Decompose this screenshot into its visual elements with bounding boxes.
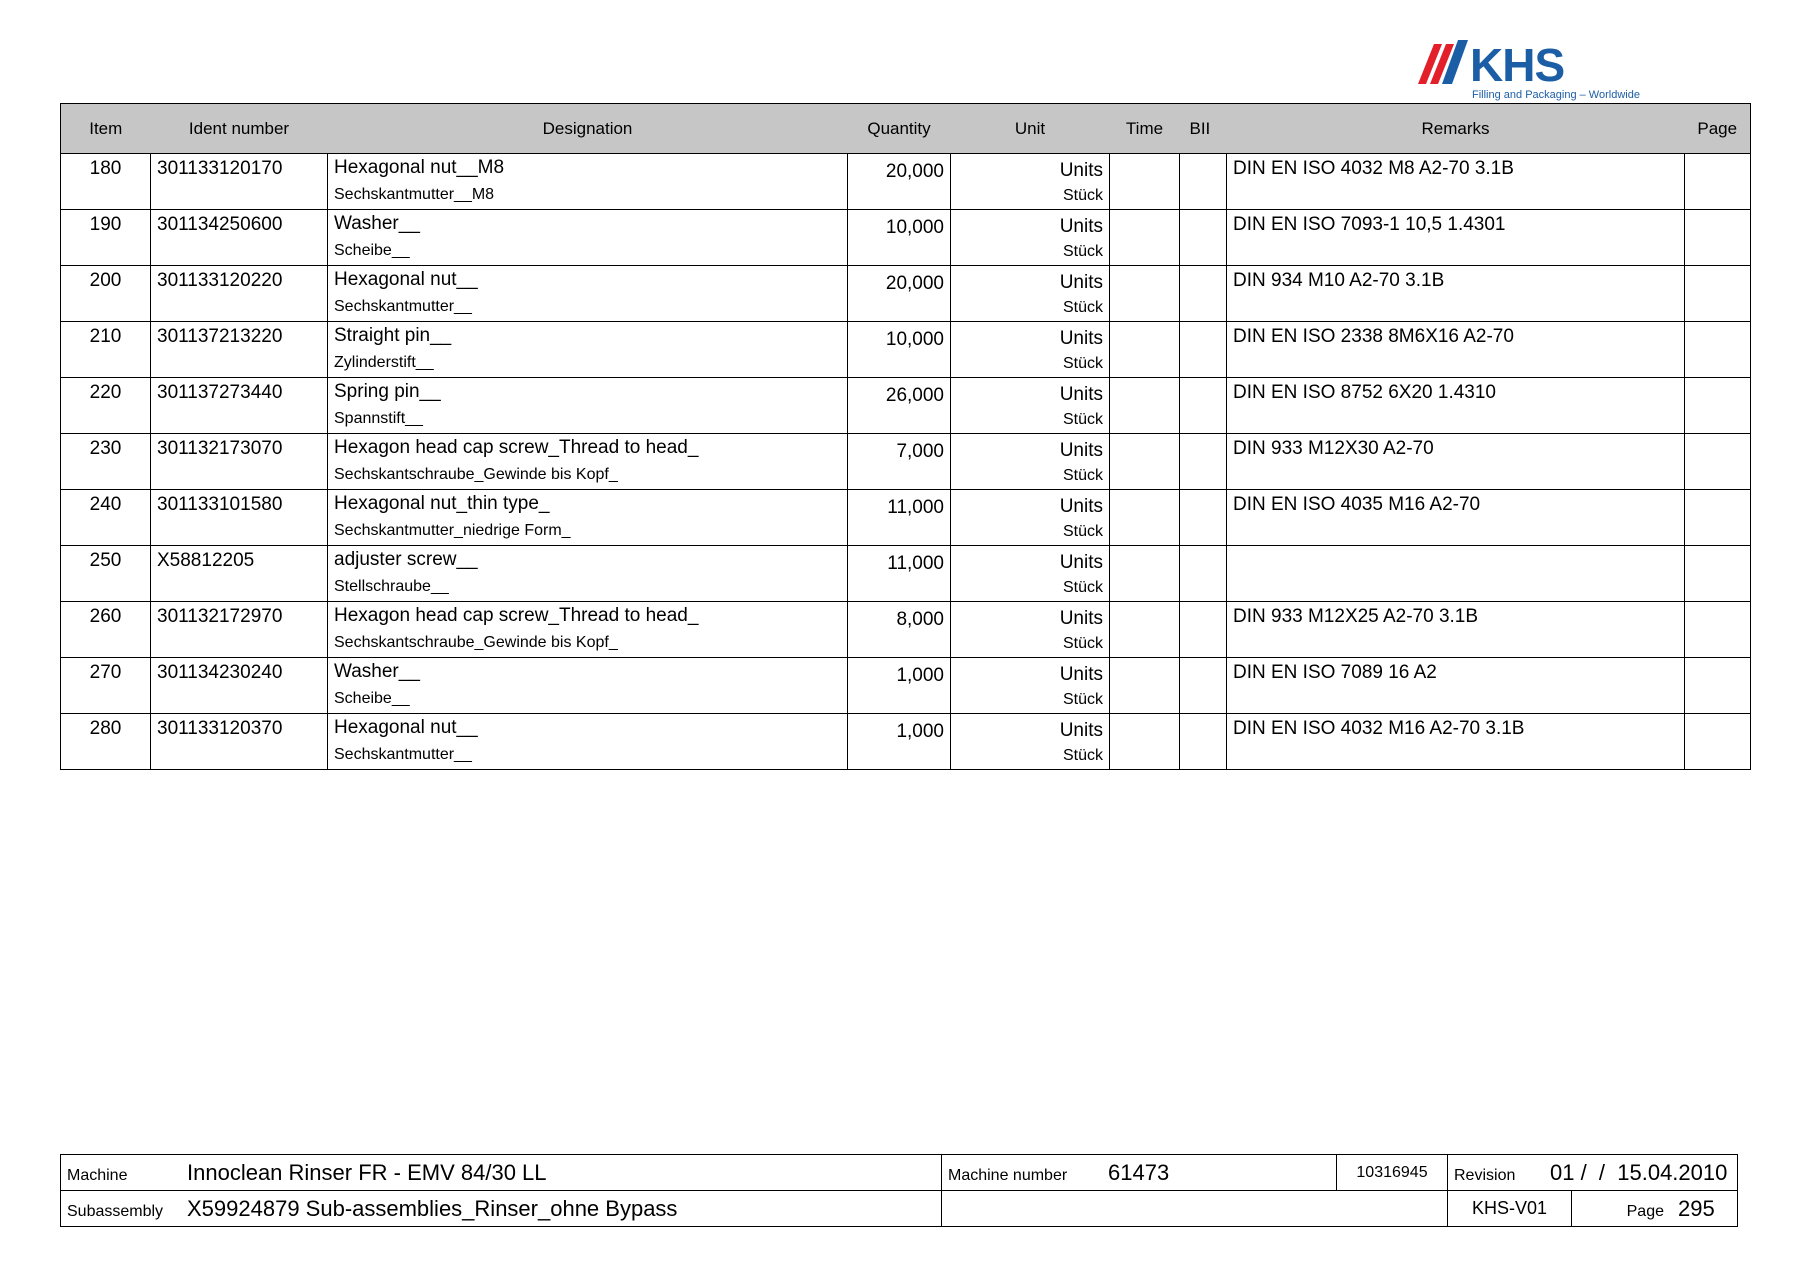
unit-de: Stück <box>1062 187 1103 204</box>
designation-en: Hexagonal nut__M8 <box>334 157 505 178</box>
cell-unit <box>951 154 1110 210</box>
table-header-row <box>61 104 1751 154</box>
designation-en: Hexagon head cap screw_Thread to head_ <box>334 605 699 626</box>
header-time: Time <box>1110 104 1180 154</box>
cell-ident-number: X58812205 <box>151 546 328 602</box>
cell-time <box>1110 322 1180 378</box>
cell-time <box>1110 602 1180 658</box>
unit-en: Units <box>1059 272 1103 293</box>
cell-quantity: 20,000 <box>848 154 951 210</box>
cell-bii <box>1180 322 1227 378</box>
cell-remarks: DIN 933 M12X30 A2-70 <box>1227 434 1685 490</box>
cell-bii <box>1180 210 1227 266</box>
cell-remarks: DIN EN ISO 4032 M16 A2-70 3.1B <box>1227 714 1685 770</box>
cell-item: 280 <box>61 714 151 770</box>
unit-en: Units <box>1059 664 1103 685</box>
footer-page-label: Page <box>1626 1202 1664 1220</box>
cell-bii <box>1180 490 1227 546</box>
header-unit: Unit <box>951 104 1110 154</box>
cell-page <box>1685 210 1751 266</box>
designation-de: Stellschraube__ <box>334 578 449 595</box>
unit-de: Stück <box>1062 411 1103 428</box>
cell-designation <box>328 714 848 770</box>
cell-time <box>1110 154 1180 210</box>
cell-page <box>1685 602 1751 658</box>
unit-en: Units <box>1059 608 1103 629</box>
footer-page-value: 295 <box>1678 1195 1715 1221</box>
cell-item: 260 <box>61 602 151 658</box>
header-remarks: Remarks <box>1227 104 1685 154</box>
cell-ident-number: 301137213220 <box>151 322 328 378</box>
cell-item: 270 <box>61 658 151 714</box>
cell-time <box>1110 266 1180 322</box>
cell-time <box>1110 490 1180 546</box>
cell-unit <box>951 714 1110 770</box>
cell-unit <box>951 322 1110 378</box>
unit-de: Stück <box>1062 747 1103 764</box>
unit-en: Units <box>1059 552 1103 573</box>
cell-designation <box>328 434 848 490</box>
designation-de: Sechskantmutter__M8 <box>334 186 495 203</box>
cell-quantity: 8,000 <box>848 602 951 658</box>
footer-subassembly-value: X59924879 Sub-assemblies_Rinser_ohne Bypass <box>187 1195 678 1221</box>
cell-item: 240 <box>61 490 151 546</box>
header-page: Page <box>1685 104 1751 154</box>
cell-item: 180 <box>61 154 151 210</box>
unit-en: Units <box>1059 384 1103 405</box>
cell-unit <box>951 490 1110 546</box>
header-bii: BII <box>1180 104 1227 154</box>
cell-item: 230 <box>61 434 151 490</box>
cell-unit <box>951 378 1110 434</box>
footer-doc-number-cell <box>1337 1155 1448 1191</box>
cell-bii <box>1180 434 1227 490</box>
cell-remarks: DIN EN ISO 8752 6X20 1.4310 <box>1227 378 1685 434</box>
unit-de: Stück <box>1062 635 1103 652</box>
document-footer <box>60 1154 1738 1227</box>
table-row <box>61 602 1751 658</box>
unit-en: Units <box>1059 440 1103 461</box>
cell-remarks: DIN EN ISO 7093-1 10,5 1.4301 <box>1227 210 1685 266</box>
designation-en: Washer__ <box>334 213 420 234</box>
cell-item: 210 <box>61 322 151 378</box>
cell-quantity: 1,000 <box>848 658 951 714</box>
designation-de: Scheibe__ <box>334 690 410 707</box>
designation-en: Hexagonal nut_thin type_ <box>334 493 550 514</box>
cell-quantity: 10,000 <box>848 210 951 266</box>
cell-designation <box>328 322 848 378</box>
cell-ident-number: 301137273440 <box>151 378 328 434</box>
cell-remarks: DIN EN ISO 7089 16 A2 <box>1227 658 1685 714</box>
table-row <box>61 378 1751 434</box>
designation-de: Sechskantschraube_Gewinde bis Kopf_ <box>334 634 618 651</box>
designation-en: adjuster screw__ <box>334 549 478 570</box>
table-row <box>61 546 1751 602</box>
header-ident-number: Ident number <box>151 104 328 154</box>
cell-bii <box>1180 266 1227 322</box>
designation-de: Spannstift__ <box>334 410 423 427</box>
cell-time <box>1110 546 1180 602</box>
cell-time <box>1110 378 1180 434</box>
footer-revision-label: Revision <box>1454 1166 1516 1184</box>
cell-quantity: 20,000 <box>848 266 951 322</box>
designation-de: Sechskantmutter__ <box>334 746 472 763</box>
cell-ident-number: 301133120170 <box>151 154 328 210</box>
cell-designation <box>328 602 848 658</box>
cell-ident-number: 301133120220 <box>151 266 328 322</box>
unit-de: Stück <box>1062 523 1103 540</box>
footer-machine-label: Machine <box>67 1166 128 1184</box>
cell-bii <box>1180 658 1227 714</box>
cell-page <box>1685 322 1751 378</box>
cell-page <box>1685 490 1751 546</box>
cell-page <box>1685 154 1751 210</box>
cell-designation <box>328 490 848 546</box>
designation-en: Spring pin__ <box>334 381 441 402</box>
designation-de: Scheibe__ <box>334 242 410 259</box>
cell-page <box>1685 266 1751 322</box>
cell-time <box>1110 210 1180 266</box>
designation-de: Sechskantschraube_Gewinde bis Kopf_ <box>334 466 618 483</box>
footer-machine-number-value: 61473 <box>1108 1159 1170 1185</box>
khs-logo-mark-icon <box>1418 38 1470 86</box>
footer-empty-cell <box>942 1191 1448 1227</box>
cell-time <box>1110 714 1180 770</box>
cell-page <box>1685 658 1751 714</box>
footer-subassembly-cell <box>61 1191 942 1227</box>
cell-remarks: DIN EN ISO 4032 M8 A2-70 3.1B <box>1227 154 1685 210</box>
khs-logo <box>1418 38 1640 106</box>
unit-de: Stück <box>1062 243 1103 260</box>
cell-bii <box>1180 546 1227 602</box>
cell-unit <box>951 546 1110 602</box>
footer-standard: KHS-V01 <box>1471 1198 1548 1218</box>
cell-remarks: DIN EN ISO 2338 8M6X16 A2-70 <box>1227 322 1685 378</box>
unit-de: Stück <box>1062 467 1103 484</box>
unit-en: Units <box>1059 328 1103 349</box>
header-item: Item <box>61 104 151 154</box>
cell-ident-number: 301134250600 <box>151 210 328 266</box>
table-row <box>61 210 1751 266</box>
designation-en: Straight pin__ <box>334 325 452 346</box>
cell-page <box>1685 378 1751 434</box>
footer-standard-cell <box>1448 1191 1572 1227</box>
footer-row-subassembly <box>61 1191 1738 1227</box>
table-row <box>61 434 1751 490</box>
cell-designation <box>328 658 848 714</box>
cell-designation <box>328 546 848 602</box>
cell-ident-number: 301133101580 <box>151 490 328 546</box>
cell-quantity: 1,000 <box>848 714 951 770</box>
logo-wordmark: KHS <box>1470 39 1565 91</box>
cell-unit <box>951 658 1110 714</box>
cell-designation <box>328 154 848 210</box>
unit-en: Units <box>1059 720 1103 741</box>
unit-de: Stück <box>1062 355 1103 372</box>
cell-unit <box>951 210 1110 266</box>
unit-en: Units <box>1059 216 1103 237</box>
cell-quantity: 11,000 <box>848 546 951 602</box>
cell-ident-number: 301134230240 <box>151 658 328 714</box>
cell-ident-number: 301132172970 <box>151 602 328 658</box>
cell-ident-number: 301133120370 <box>151 714 328 770</box>
cell-unit <box>951 434 1110 490</box>
logo-tagline: Filling and Packaging – Worldwide <box>1472 89 1640 101</box>
footer-revision-value: 01 / / 15.04.2010 <box>1550 1159 1728 1185</box>
cell-designation <box>328 210 848 266</box>
cell-page <box>1685 434 1751 490</box>
footer-doc-number: 10316945 <box>1356 1163 1428 1181</box>
cell-designation <box>328 266 848 322</box>
cell-quantity: 11,000 <box>848 490 951 546</box>
cell-item: 250 <box>61 546 151 602</box>
designation-en: Washer__ <box>334 661 420 682</box>
cell-bii <box>1180 602 1227 658</box>
footer-machine-value: Innoclean Rinser FR - EMV 84/30 LL <box>187 1159 547 1185</box>
table-row <box>61 266 1751 322</box>
cell-bii <box>1180 714 1227 770</box>
cell-unit <box>951 602 1110 658</box>
cell-page <box>1685 546 1751 602</box>
table-row <box>61 658 1751 714</box>
designation-de: Zylinderstift__ <box>334 354 434 371</box>
footer-subassembly-label: Subassembly <box>67 1202 164 1220</box>
cell-item: 190 <box>61 210 151 266</box>
cell-ident-number: 301132173070 <box>151 434 328 490</box>
cell-time <box>1110 658 1180 714</box>
table-row <box>61 322 1751 378</box>
footer-machine-number-label: Machine number <box>948 1166 1068 1184</box>
parts-list-table <box>60 103 1751 770</box>
footer-page-cell <box>1572 1191 1738 1227</box>
designation-en: Hexagonal nut__ <box>334 717 478 738</box>
unit-de: Stück <box>1062 579 1103 596</box>
cell-remarks: DIN EN ISO 4035 M16 A2-70 <box>1227 490 1685 546</box>
table-row <box>61 154 1751 210</box>
footer-machine-cell <box>61 1155 942 1191</box>
footer-machine-number-cell <box>942 1155 1337 1191</box>
cell-remarks: DIN 934 M10 A2-70 3.1B <box>1227 266 1685 322</box>
header-designation: Designation <box>328 104 848 154</box>
cell-item: 200 <box>61 266 151 322</box>
designation-en: Hexagon head cap screw_Thread to head_ <box>334 437 699 458</box>
footer-revision-cell <box>1448 1155 1738 1191</box>
cell-page <box>1685 714 1751 770</box>
cell-quantity: 7,000 <box>848 434 951 490</box>
cell-remarks <box>1227 546 1685 602</box>
cell-bii <box>1180 378 1227 434</box>
cell-designation <box>328 378 848 434</box>
cell-remarks: DIN 933 M12X25 A2-70 3.1B <box>1227 602 1685 658</box>
designation-en: Hexagonal nut__ <box>334 269 478 290</box>
unit-de: Stück <box>1062 691 1103 708</box>
cell-time <box>1110 434 1180 490</box>
cell-unit <box>951 266 1110 322</box>
designation-de: Sechskantmutter__ <box>334 298 472 315</box>
cell-bii <box>1180 154 1227 210</box>
table-row <box>61 714 1751 770</box>
table-row <box>61 490 1751 546</box>
unit-de: Stück <box>1062 299 1103 316</box>
cell-item: 220 <box>61 378 151 434</box>
header-quantity: Quantity <box>848 104 951 154</box>
cell-quantity: 10,000 <box>848 322 951 378</box>
unit-en: Units <box>1059 496 1103 517</box>
footer-row-machine <box>61 1155 1738 1191</box>
unit-en: Units <box>1059 160 1103 181</box>
cell-quantity: 26,000 <box>848 378 951 434</box>
designation-de: Sechskantmutter_niedrige Form_ <box>334 522 571 539</box>
